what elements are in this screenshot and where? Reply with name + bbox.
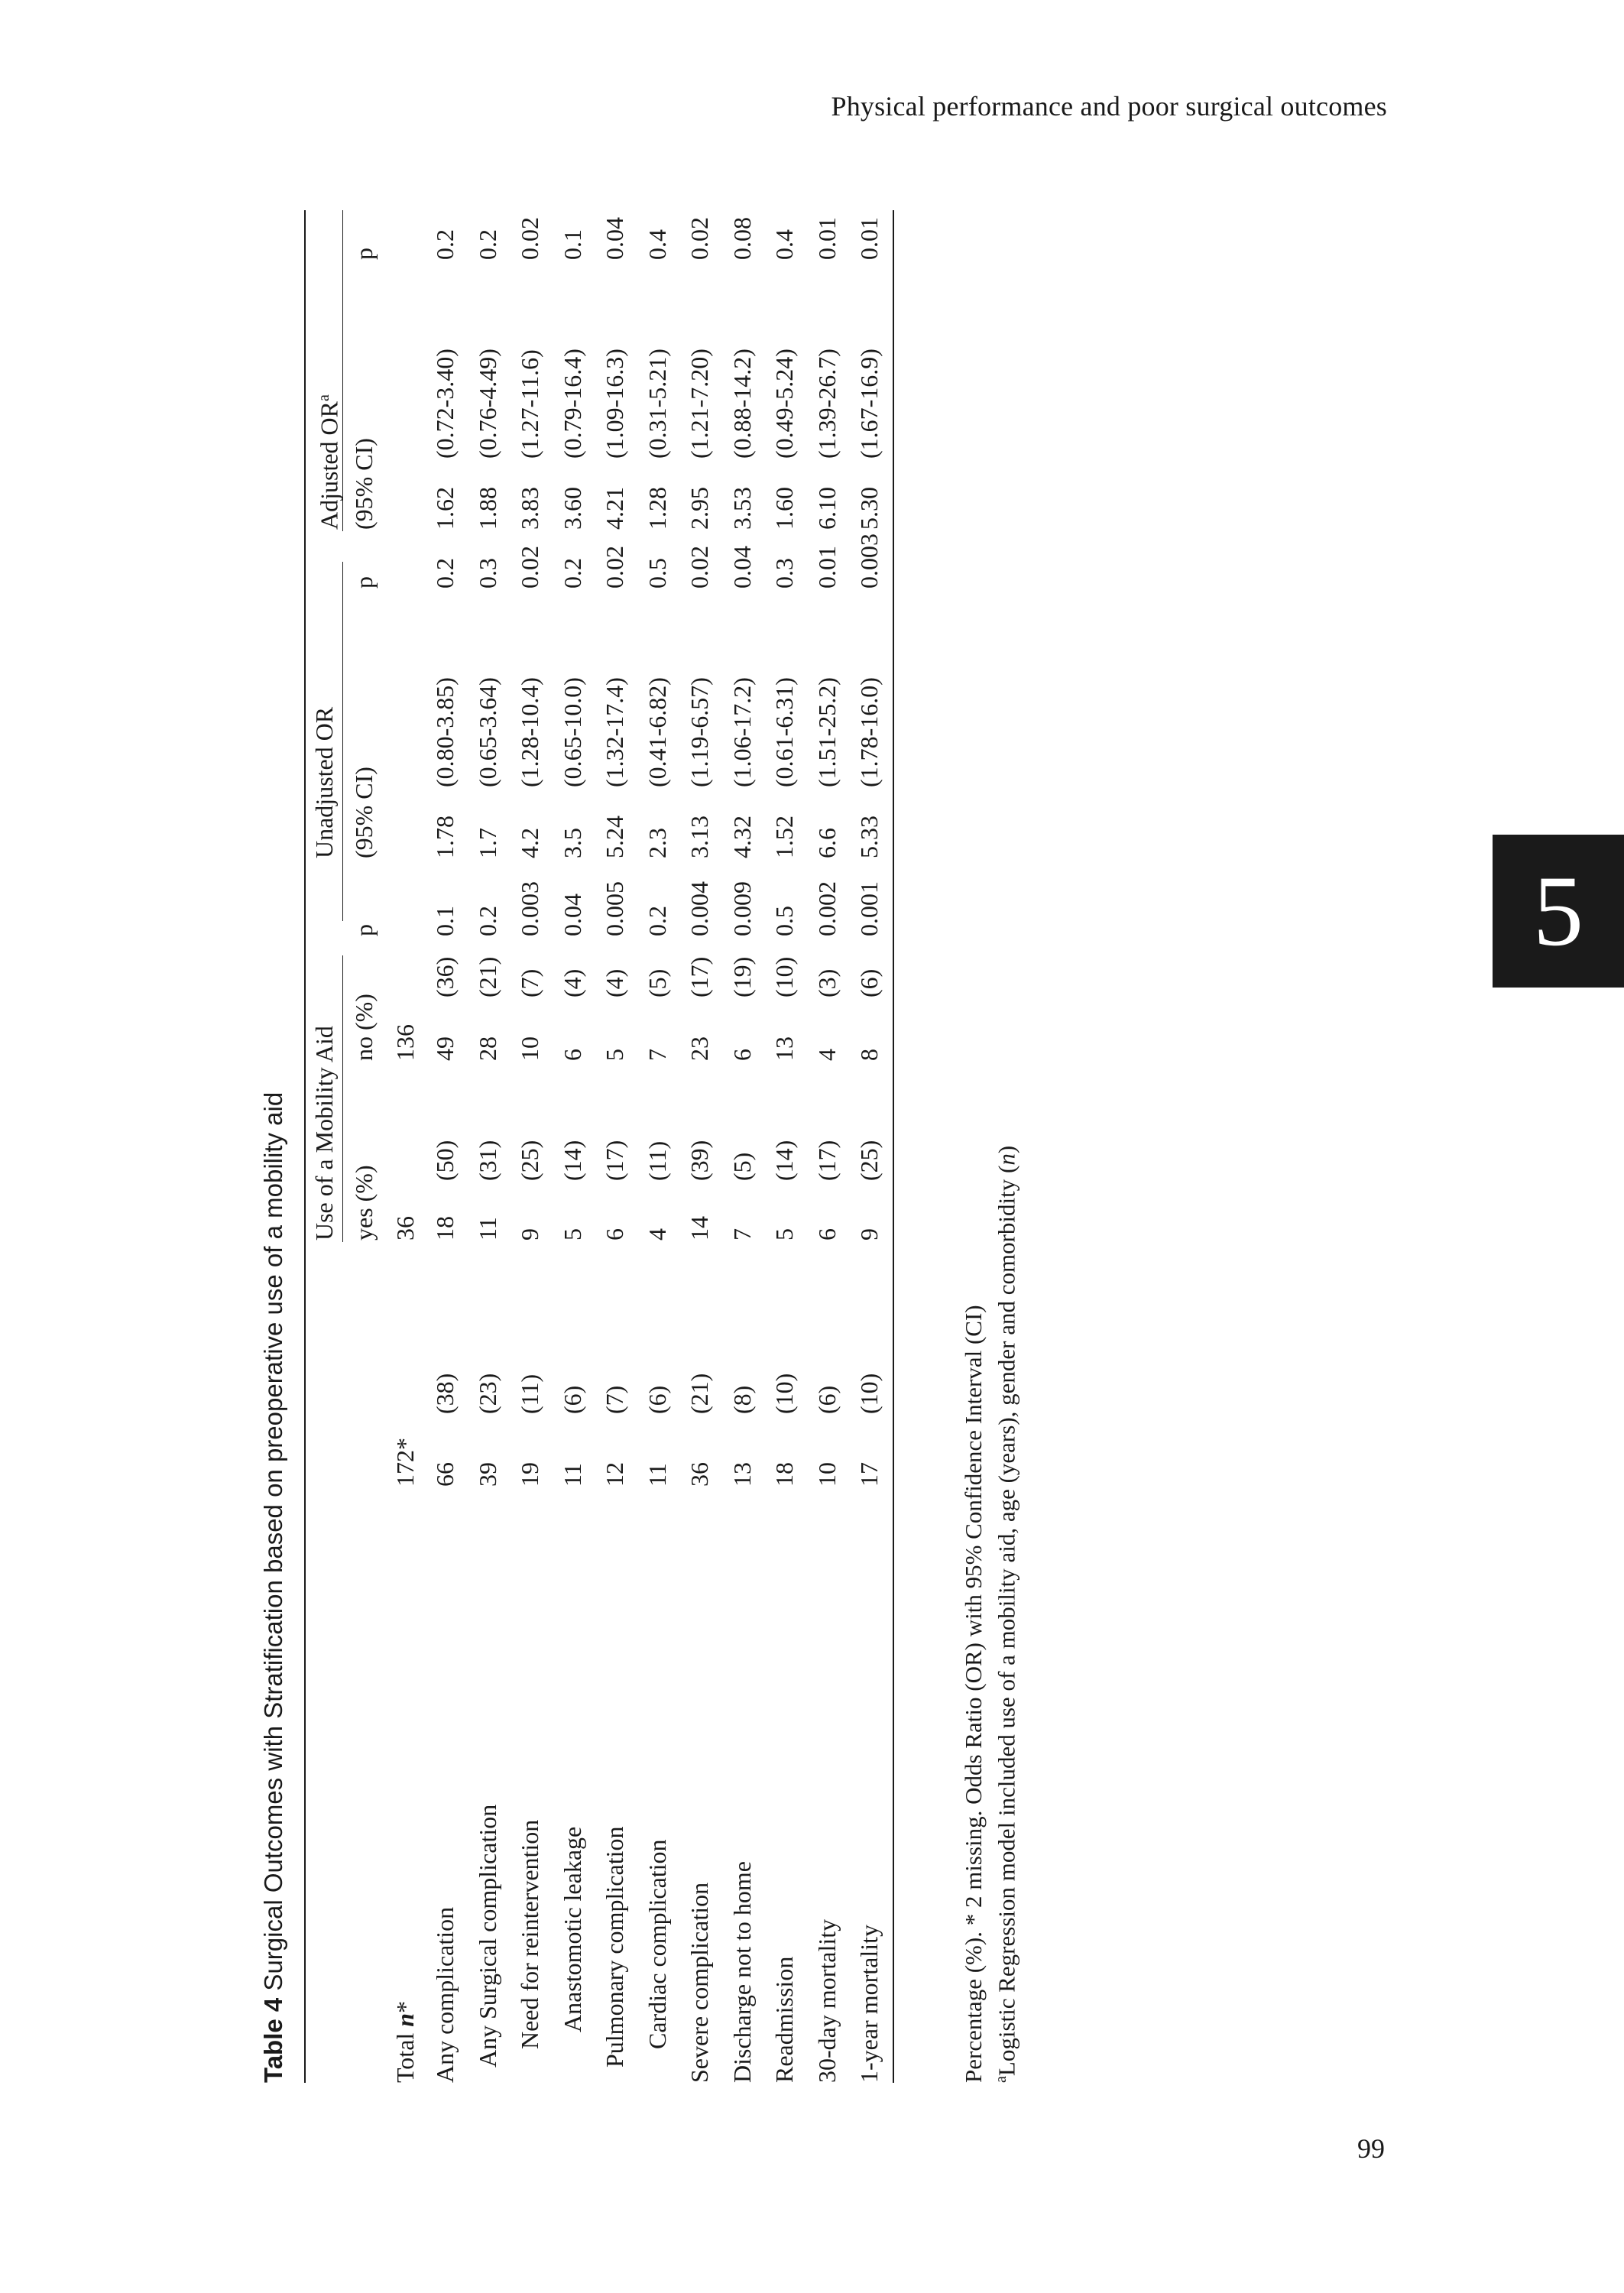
cell-n: 66 (431, 1462, 459, 1487)
cell-aor-ci: (0.76-4.49) (474, 349, 501, 459)
page-number: 99 (1357, 2133, 1385, 2164)
cell-yes-pct: (17) (813, 1140, 841, 1181)
subheader-yes: yes (%) (350, 1165, 378, 1241)
cell-n: 11 (643, 1463, 671, 1487)
cell-aor-ci: (1.27-11.6) (516, 349, 543, 459)
cell-up: 0.5 (643, 558, 671, 589)
cell-n-pct: (21) (686, 1373, 713, 1414)
row-label: Readmission (770, 1956, 798, 2083)
cell-aor: 6.10 (813, 487, 841, 530)
cell-ap: 0.01 (813, 217, 841, 260)
row-label: Anastomotic leakage (559, 1826, 586, 2032)
cell-no-pct: (19) (728, 956, 756, 997)
cell-no-pct: (7) (516, 968, 543, 997)
header-adjusted-or (304, 394, 344, 530)
subheader-p1: p (350, 924, 378, 936)
cell-no-pct: (10) (770, 956, 798, 997)
cell-uor-ci: (1.78-16.0) (855, 677, 883, 787)
total-n: 172* (391, 1438, 419, 1487)
cell-p: 0.2 (474, 906, 501, 936)
cell-yes: 5 (770, 1228, 798, 1241)
cell-uor-ci: (1.51-25.2) (813, 677, 841, 787)
cell-aor-ci: (1.67-16.9) (855, 349, 883, 459)
row-label: Any Surgical complication (474, 1804, 501, 2068)
total-label-text: Total (391, 2026, 419, 2083)
cell-uor-ci: (0.65-10.0) (559, 677, 586, 787)
running-header: Physical performance and poor surgical outcomes (831, 91, 1387, 122)
table-caption (243, 210, 304, 2083)
row-label: Any complication (431, 1906, 459, 2083)
cell-yes: 9 (516, 1228, 543, 1241)
cell-yes-pct: (17) (601, 1140, 628, 1181)
cell-ap: 0.01 (855, 217, 883, 260)
cell-yes-pct: (11) (643, 1140, 671, 1181)
cell-yes-pct: (25) (516, 1140, 543, 1181)
total-no: 136 (391, 1024, 419, 1061)
cell-up: 0.02 (516, 546, 543, 589)
subheader-p2: p (350, 576, 378, 589)
cell-uor: 4.2 (516, 828, 543, 858)
cell-uor-ci: (1.19-6.57) (686, 677, 713, 787)
cell-uor-ci: (1.32-17.4) (601, 677, 628, 787)
cell-n-pct: (38) (431, 1373, 459, 1414)
cell-uor: 5.24 (601, 816, 628, 858)
cell-uor: 5.33 (855, 816, 883, 858)
subheader-p3: p (350, 248, 378, 260)
table-title: Surgical Outcomes with Stratification based on preoperative use of a mobility aid (259, 1091, 287, 1991)
row-label: Cardiac complication (643, 1839, 671, 2049)
cell-n-pct: (7) (601, 1385, 628, 1414)
footnote-2-marker: a (993, 2076, 1010, 2083)
footnote-1: Percentage (%). * 2 missing. Odds Ratio (OR) with 95% Confidence Interval (CI) (960, 1305, 987, 2083)
chapter-number: 5 (1533, 855, 1583, 967)
cell-uor: 1.78 (431, 816, 459, 858)
cell-aor: 3.53 (728, 487, 756, 530)
header-adjusted-or-label: Adjusted OR (315, 401, 343, 530)
cell-ap: 0.04 (601, 217, 628, 260)
cell-uor-ci: (0.41-6.82) (643, 677, 671, 787)
cell-up: 0.02 (601, 546, 628, 589)
cell-no: 6 (728, 1049, 756, 1061)
cell-ap: 0.08 (728, 217, 756, 260)
header-unadjusted-or: Unadjusted OR (310, 706, 338, 858)
cell-aor: 4.21 (601, 487, 628, 530)
cell-aor-ci: (1.21-7.20) (686, 349, 713, 459)
cell-aor-ci: (0.49-5.24) (770, 349, 798, 459)
cell-aor-ci: (1.09-16.3) (601, 349, 628, 459)
cell-yes-pct: (14) (770, 1140, 798, 1181)
cell-no: 7 (643, 1049, 671, 1061)
cell-n: 11 (559, 1463, 586, 1487)
row-label: 1-year mortality (855, 1924, 883, 2083)
cell-no: 28 (474, 1036, 501, 1061)
cell-aor: 5.30 (855, 487, 883, 530)
cell-p: 0.005 (601, 881, 628, 936)
cell-yes-pct: (39) (686, 1140, 713, 1181)
cell-n: 18 (770, 1462, 798, 1487)
cell-p: 0.04 (559, 894, 586, 936)
cell-yes: 9 (855, 1228, 883, 1241)
cell-no: 49 (431, 1036, 459, 1061)
footnote-2-italic: n (993, 1153, 1020, 1166)
cell-no: 13 (770, 1036, 798, 1061)
cell-up: 0.2 (431, 558, 459, 589)
header-mobility-aid: Use of a Mobility Aid (310, 1026, 338, 1241)
cell-yes: 5 (559, 1228, 586, 1241)
cell-aor-ci: (0.72-3.40) (431, 349, 459, 459)
row-label: Severe complication (686, 1882, 713, 2083)
cell-yes: 4 (643, 1228, 671, 1241)
cell-p: 0.5 (770, 906, 798, 936)
cell-uor: 3.13 (686, 816, 713, 858)
cell-uor-ci: (1.28-10.4) (516, 677, 543, 787)
cell-yes-pct: (14) (559, 1140, 586, 1181)
cell-aor: 1.60 (770, 487, 798, 530)
total-yes: 36 (391, 1216, 419, 1241)
total-label-n: n (391, 2012, 419, 2027)
cell-aor: 3.83 (516, 487, 543, 530)
row-label: Pulmonary complication (601, 1826, 628, 2068)
cell-yes: 7 (728, 1228, 756, 1241)
header-adjusted-or-sup: a (316, 394, 332, 401)
cell-yes: 18 (431, 1216, 459, 1241)
cell-p: 0.2 (643, 906, 671, 936)
subheader-no: no (%) (350, 994, 378, 1061)
row-label: Need for reintervention (516, 1819, 543, 2049)
cell-uor-ci: (0.65-3.64) (474, 677, 501, 787)
cell-no: 23 (686, 1036, 713, 1061)
footnote-2-end: ) (993, 1145, 1020, 1154)
subheader-ci-adjusted: (95% CI) (350, 438, 378, 530)
table-label: Table 4 (259, 1997, 287, 2083)
cell-n: 10 (813, 1462, 841, 1487)
cell-up: 0.3 (770, 558, 798, 589)
cell-no: 6 (559, 1049, 586, 1061)
cell-uor: 4.32 (728, 816, 756, 858)
total-label-suffix: * (391, 2000, 419, 2013)
cell-ap: 0.02 (686, 217, 713, 260)
cell-no-pct: (36) (431, 956, 459, 997)
cell-aor-ci: (0.79-16.4) (559, 349, 586, 459)
cell-n: 36 (686, 1462, 713, 1487)
cell-yes: 6 (813, 1228, 841, 1241)
cell-up: 0.04 (728, 546, 756, 589)
cell-no-pct: (3) (813, 968, 841, 997)
cell-ap: 0.2 (474, 229, 501, 260)
cell-up: 0.2 (559, 558, 586, 589)
cell-p: 0.003 (516, 881, 543, 936)
total-row-label (385, 2001, 425, 2083)
cell-no: 5 (601, 1049, 628, 1061)
cell-uor: 3.5 (559, 828, 586, 858)
cell-aor: 2.95 (686, 487, 713, 530)
cell-n-pct: (10) (770, 1373, 798, 1414)
cell-n-pct: (10) (855, 1373, 883, 1414)
cell-p: 0.004 (686, 881, 713, 936)
cell-uor: 1.52 (770, 816, 798, 858)
cell-n-pct: (6) (559, 1385, 586, 1414)
cell-n-pct: (23) (474, 1373, 501, 1414)
cell-n: 19 (516, 1462, 543, 1487)
cell-yes-pct: (5) (728, 1152, 756, 1181)
footnote-2-text: Logistic Regression model included use of a mobility aid, age (years), gender and comorbidity ( (993, 1165, 1020, 2077)
rotated-table-block (243, 210, 1020, 2083)
cell-aor-ci: (1.39-26.7) (813, 349, 841, 459)
cell-uor-ci: (0.80-3.85) (431, 677, 459, 787)
cell-yes: 11 (474, 1217, 501, 1241)
cell-no-pct: (6) (855, 968, 883, 997)
cell-yes: 6 (601, 1228, 628, 1241)
cell-yes: 14 (686, 1216, 713, 1241)
cell-no-pct: (4) (601, 968, 628, 997)
cell-yes-pct: (25) (855, 1140, 883, 1181)
cell-n: 13 (728, 1462, 756, 1487)
cell-uor: 6.6 (813, 828, 841, 858)
row-label: 30-day mortality (813, 1918, 841, 2083)
cell-ap: 0.4 (643, 229, 671, 260)
cell-ap: 0.02 (516, 217, 543, 260)
cell-ap: 0.4 (770, 229, 798, 260)
cell-no: 8 (855, 1049, 883, 1061)
cell-yes-pct: (31) (474, 1140, 501, 1181)
cell-p: 0.001 (855, 881, 883, 936)
subheader-ci-unadjusted: (95% CI) (350, 767, 378, 858)
cell-aor-ci: (0.88-14.2) (728, 349, 756, 459)
table-footnotes (960, 1146, 1020, 2083)
row-label: Discharge not to home (728, 1860, 756, 2083)
cell-no-pct: (4) (559, 968, 586, 997)
cell-no: 10 (516, 1036, 543, 1061)
cell-uor: 2.3 (643, 828, 671, 858)
chapter-tab (1493, 835, 1624, 988)
cell-aor: 3.60 (559, 487, 586, 530)
cell-no-pct: (5) (643, 968, 671, 997)
cell-ap: 0.1 (559, 229, 586, 260)
cell-ap: 0.2 (431, 229, 459, 260)
cell-p: 0.1 (431, 906, 459, 936)
cell-uor-ci: (0.61-6.31) (770, 677, 798, 787)
cell-uor-ci: (1.06-17.2) (728, 677, 756, 787)
cell-uor: 1.7 (474, 828, 501, 858)
cell-up: 0.02 (686, 546, 713, 589)
footnote-2 (987, 1146, 1020, 2083)
cell-p: 0.009 (728, 881, 756, 936)
cell-n-pct: (6) (813, 1385, 841, 1414)
cell-up: 0.003 (855, 534, 883, 589)
cell-no: 4 (813, 1049, 841, 1061)
cell-no-pct: (21) (474, 956, 501, 997)
cell-n-pct: (11) (516, 1374, 543, 1414)
cell-n: 12 (601, 1462, 628, 1487)
cell-n: 39 (474, 1462, 501, 1487)
cell-up: 0.3 (474, 558, 501, 589)
cell-no-pct: (17) (686, 956, 713, 997)
cell-n: 17 (855, 1462, 883, 1487)
cell-n-pct: (8) (728, 1385, 756, 1414)
cell-aor: 1.62 (431, 487, 459, 530)
cell-aor: 1.28 (643, 487, 671, 530)
cell-aor: 1.88 (474, 487, 501, 530)
cell-up: 0.01 (813, 546, 841, 589)
cell-n-pct: (6) (643, 1385, 671, 1414)
cell-aor-ci: (0.31-5.21) (643, 349, 671, 459)
cell-yes-pct: (50) (431, 1140, 459, 1181)
cell-p: 0.002 (813, 881, 841, 936)
table-bottom-rule (893, 210, 894, 2083)
